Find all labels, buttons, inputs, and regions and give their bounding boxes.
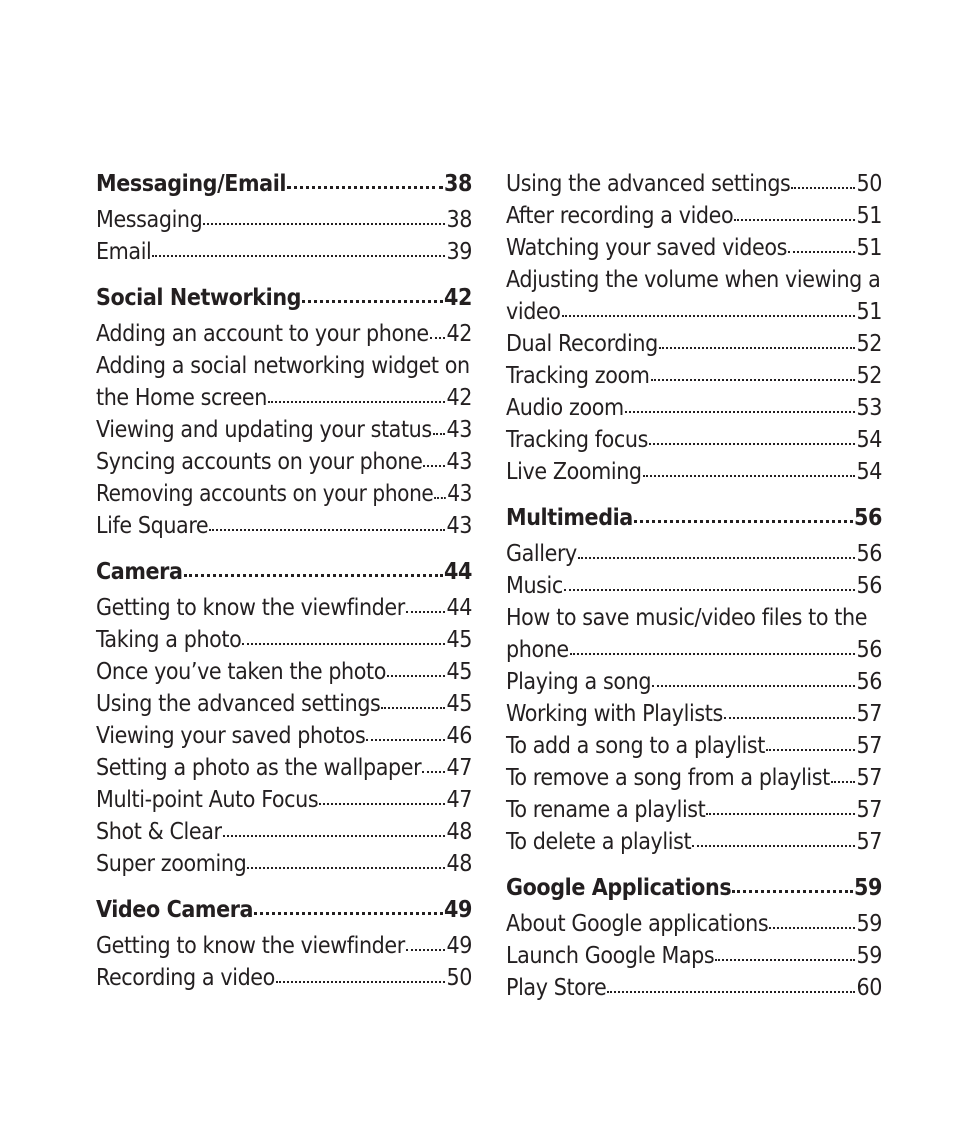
entry-label: Viewing and updating your status: [96, 417, 432, 443]
toc-column-left: [96, 168, 472, 1008]
page-number: 51: [856, 235, 882, 261]
page-number: 54: [856, 427, 882, 453]
entry-label: About Google applications: [506, 911, 769, 937]
toc-entry-working-with-playlists[interactable]: [506, 698, 882, 730]
toc-entry-using-the-advanced-settings[interactable]: [506, 168, 882, 200]
page-number: 57: [856, 765, 882, 791]
toc-entry-dual-recording[interactable]: [506, 328, 882, 360]
entry-label: Dual Recording: [506, 331, 658, 357]
toc-entry-super-zooming[interactable]: [96, 848, 472, 880]
entry-label: Removing accounts on your phone: [96, 481, 434, 507]
section-title: Camera: [96, 559, 183, 585]
entry-label: Recording a video: [96, 965, 275, 991]
page-number: 51: [856, 299, 882, 325]
page-number: 51: [856, 203, 882, 229]
entry-label: Live Zooming: [506, 459, 642, 485]
toc-section: [506, 168, 882, 488]
dot-leader: [791, 171, 855, 191]
toc-section-heading-camera[interactable]: [96, 556, 472, 588]
dot-leader: [734, 203, 855, 223]
toc-entry-launch-google-maps[interactable]: [506, 940, 882, 972]
toc-section: [96, 282, 472, 542]
entry-label: Gallery: [506, 541, 577, 567]
toc-entry-music[interactable]: [506, 570, 882, 602]
page-number: 43: [447, 481, 472, 507]
toc-section: [96, 894, 472, 994]
page-number: 45: [446, 691, 472, 717]
entry-label: To delete a playlist: [506, 829, 692, 855]
toc-entry-phone[interactable]: [506, 634, 882, 666]
dot-leader: [715, 943, 855, 963]
dot-leader: [651, 363, 856, 383]
toc-entry-using-the-advanced-settings[interactable]: [96, 688, 472, 720]
page-number: 42: [444, 285, 472, 311]
page-number: 56: [856, 669, 882, 695]
dot-leader: [649, 427, 855, 447]
page-number: 52: [856, 331, 882, 357]
entry-label: To remove a song from a playlist: [506, 765, 830, 791]
toc-entry-play-store[interactable]: [506, 972, 882, 1004]
dot-leader: [302, 285, 443, 305]
page-number: 53: [856, 395, 882, 421]
toc-section-heading-video-camera[interactable]: [96, 894, 472, 926]
entry-label: Getting to know the viewfinder: [96, 933, 405, 959]
toc-section: [96, 556, 472, 880]
entry-label: Launch Google Maps: [506, 943, 715, 969]
toc-entry-getting-to-know-the-viewfinder[interactable]: [96, 592, 472, 624]
dot-leader: [430, 321, 446, 341]
entry-label: To rename a playlist: [506, 797, 706, 823]
toc-entry-gallery[interactable]: [506, 538, 882, 570]
page-number: 45: [446, 627, 472, 653]
entry-label: Viewing your saved photos: [96, 723, 366, 749]
toc-section: [506, 502, 882, 858]
toc-entry-life-square[interactable]: [96, 510, 472, 542]
page-number: 46: [446, 723, 472, 749]
dot-leader: [578, 541, 856, 561]
dot-leader: [247, 851, 445, 871]
dot-leader: [152, 239, 445, 259]
dot-leader: [387, 659, 445, 679]
entry-label: the Home screen: [96, 385, 267, 411]
page-number: 47: [446, 787, 472, 813]
page-number: 50: [856, 171, 882, 197]
page-number: 57: [856, 701, 882, 727]
page-number: 47: [446, 755, 472, 781]
section-title: Google Applications: [506, 875, 732, 901]
dot-leader: [732, 875, 853, 895]
entry-label: Adding an account to your phone: [96, 321, 429, 347]
toc-section-heading-multimedia[interactable]: [506, 502, 882, 534]
toc-entry-tracking-zoom[interactable]: [506, 360, 882, 392]
dot-leader: [769, 911, 855, 931]
dot-leader: [381, 691, 445, 711]
dot-leader: [659, 331, 856, 351]
entry-label: Play Store: [506, 975, 607, 1001]
page-number: 57: [856, 733, 882, 759]
toc-section-heading-messaging-email[interactable]: [96, 168, 472, 200]
toc-entry-email[interactable]: [96, 236, 472, 268]
dot-leader: [319, 787, 445, 807]
toc-section-heading-social-networking[interactable]: [96, 282, 472, 314]
toc-section: [96, 168, 472, 268]
dot-leader: [607, 975, 855, 995]
page-number: 38: [444, 171, 472, 197]
page-number: 42: [446, 321, 472, 347]
toc-entry-setting-a-photo-as-the-wallpaper[interactable]: [96, 752, 472, 784]
toc-entry-to-rename-a-playlist[interactable]: [506, 794, 882, 826]
page-number: 43: [446, 417, 472, 443]
page-number: 57: [856, 797, 882, 823]
dot-leader: [724, 701, 856, 721]
entry-label: Life Square: [96, 513, 209, 539]
section-title: Multimedia: [506, 505, 633, 531]
page-number: 59: [856, 911, 882, 937]
dot-leader: [788, 235, 855, 255]
dot-leader: [422, 755, 445, 775]
dot-leader: [692, 829, 855, 849]
entry-label: Working with Playlists: [506, 701, 723, 727]
page-number: 57: [856, 829, 882, 855]
entry-label: Watching your saved videos: [506, 235, 787, 261]
toc-section-heading-google-applications[interactable]: [506, 872, 882, 904]
toc-entry-getting-to-know-the-viewfinder[interactable]: [96, 930, 472, 962]
entry-label: Getting to know the viewfinder: [96, 595, 405, 621]
dot-leader: [223, 819, 446, 839]
entry-label: Once you’ve taken the photo: [96, 659, 386, 685]
dot-leader: [209, 513, 445, 533]
page-number: 44: [446, 595, 472, 621]
dot-leader: [766, 733, 855, 753]
toc-entry-once-you-ve-taken-the-photo[interactable]: [96, 656, 472, 688]
page-number: 56: [856, 541, 882, 567]
page-number: 43: [446, 449, 472, 475]
section-title: Messaging/Email: [96, 171, 287, 197]
dot-leader: [287, 171, 443, 191]
page-number: 54: [856, 459, 882, 485]
toc-entry-to-delete-a-playlist[interactable]: [506, 826, 882, 858]
entry-label: Setting a photo as the wallpaper: [96, 755, 422, 781]
entry-label: Syncing accounts on your phone: [96, 449, 423, 475]
page-number: 59: [854, 875, 882, 901]
dot-leader: [254, 897, 443, 917]
page-number: 48: [446, 851, 472, 877]
toc-entry-video[interactable]: [506, 296, 882, 328]
toc-entry-playing-a-song[interactable]: [506, 666, 882, 698]
dot-leader: [276, 965, 446, 985]
entry-label-line1: How to save music/video files to the: [506, 605, 868, 631]
page-number: 39: [446, 239, 472, 265]
page-number: 43: [446, 513, 472, 539]
toc-entry-tracking-focus[interactable]: [506, 424, 882, 456]
dot-leader: [406, 595, 446, 615]
entry-label: Tracking focus: [506, 427, 648, 453]
toc-entry-about-google-applications[interactable]: [506, 908, 882, 940]
toc-entry-multi-point-auto-focus[interactable]: [96, 784, 472, 816]
dot-leader: [242, 627, 445, 647]
toc-entry-taking-a-photo[interactable]: [96, 624, 472, 656]
page-number: 48: [446, 819, 472, 845]
page-number: 56: [856, 573, 882, 599]
page-number: 45: [446, 659, 472, 685]
entry-label: Using the advanced settings: [96, 691, 381, 717]
page-number: 44: [444, 559, 472, 585]
page-number: 49: [444, 897, 472, 923]
entry-label: Messaging: [96, 207, 203, 233]
page-number: 49: [446, 933, 472, 959]
dot-leader: [406, 933, 446, 953]
dot-leader: [652, 669, 855, 689]
entry-label: Taking a photo: [96, 627, 242, 653]
dot-leader: [423, 449, 445, 469]
dot-leader: [706, 797, 855, 817]
entry-label-line1: Adding a social networking widget on: [96, 353, 470, 379]
toc-entry-recording-a-video[interactable]: [96, 962, 472, 994]
toc-entry-messaging[interactable]: [96, 204, 472, 236]
dot-leader: [433, 417, 446, 437]
toc-entry-syncing-accounts-on-your-phone[interactable]: [96, 446, 472, 478]
entry-label: Super zooming: [96, 851, 247, 877]
dot-leader: [643, 459, 856, 479]
dot-leader: [564, 573, 856, 593]
page-number: 56: [854, 505, 882, 531]
toc-entry-live-zooming[interactable]: [506, 456, 882, 488]
section-title: Social Networking: [96, 285, 302, 311]
dot-leader: [831, 765, 856, 785]
entry-label-line1: Adjusting the volume when viewing a: [506, 267, 881, 293]
dot-leader: [434, 481, 446, 501]
toc-entry-after-recording-a-video[interactable]: [506, 200, 882, 232]
toc-entry-adding-an-account-to-your-phone[interactable]: [96, 318, 472, 350]
entry-label: To add a song to a playlist: [506, 733, 765, 759]
entry-label: video: [506, 299, 561, 325]
toc-section: [506, 872, 882, 1004]
dot-leader: [634, 505, 853, 525]
toc-column-right: [506, 168, 882, 1018]
page-number: 38: [446, 207, 472, 233]
toc-entry-the-home-screen[interactable]: [96, 382, 472, 414]
entry-label: Multi-point Auto Focus: [96, 787, 319, 813]
dot-leader: [268, 385, 446, 405]
entry-label: Tracking zoom: [506, 363, 650, 389]
toc-entry-to-add-a-song-to-a-playlist[interactable]: [506, 730, 882, 762]
dot-leader: [570, 637, 856, 657]
section-title: Video Camera: [96, 897, 254, 923]
toc-entry-removing-accounts-on-your-phone[interactable]: [96, 478, 472, 510]
dot-leader: [625, 395, 856, 415]
entry-label: Playing a song: [506, 669, 652, 695]
page-number: 52: [856, 363, 882, 389]
dot-leader: [562, 299, 856, 319]
entry-label: phone: [506, 637, 569, 663]
entry-label: Using the advanced settings: [506, 171, 791, 197]
entry-label: Shot & Clear: [96, 819, 222, 845]
page-number: 59: [856, 943, 882, 969]
toc-entry-shot-clear[interactable]: [96, 816, 472, 848]
entry-label: Audio zoom: [506, 395, 624, 421]
toc-entry-to-remove-a-song-from-a-playlist[interactable]: [506, 762, 882, 794]
entry-label: After recording a video: [506, 203, 734, 229]
toc-entry-viewing-and-updating-your-status[interactable]: [96, 414, 472, 446]
toc-entry-watching-your-saved-videos[interactable]: [506, 232, 882, 264]
dot-leader: [184, 559, 443, 579]
toc-entry-audio-zoom[interactable]: [506, 392, 882, 424]
entry-label: Email: [96, 239, 152, 265]
page-number: 50: [446, 965, 472, 991]
page-number: 56: [856, 637, 882, 663]
entry-label: Music: [506, 573, 563, 599]
page-number: 60: [856, 975, 882, 1001]
page-number: 42: [446, 385, 472, 411]
dot-leader: [366, 723, 445, 743]
dot-leader: [203, 207, 445, 227]
toc-entry-viewing-your-saved-photos[interactable]: [96, 720, 472, 752]
